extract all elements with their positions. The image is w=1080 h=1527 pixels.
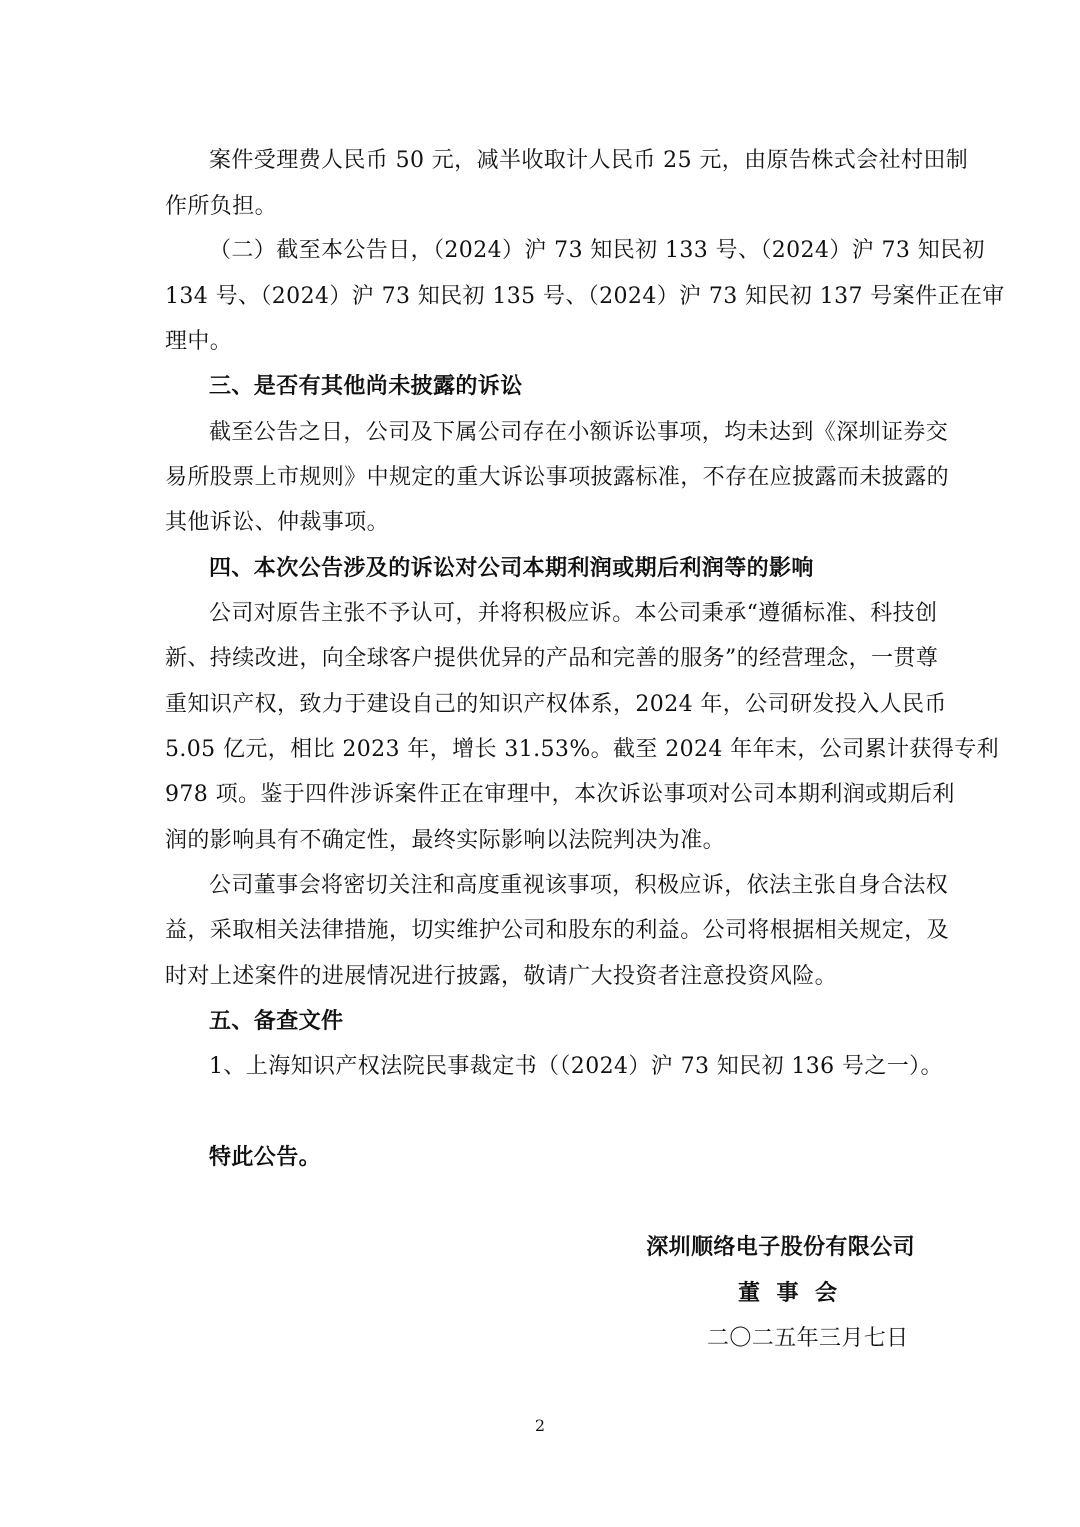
section-4-paragraph-1-line-1: 公司对原告主张不予认可，并将积极应诉。本公司秉承“遵循标准、科技创 bbox=[209, 601, 938, 626]
section-4-paragraph-1-line-6: 润的影响具有不确定性，最终实际影响以法院判决为准。 bbox=[165, 828, 726, 853]
section-5-item-1: 1、上海知识产权法院民事裁定书（（2024）沪 73 知民初 136 号之一）。 bbox=[209, 1054, 943, 1079]
section-4-paragraph-2-line-3: 时对上述案件的进展情况进行披露，敬请广大投资者注意投资风险。 bbox=[165, 964, 838, 989]
section-4-paragraph-1-line-3: 重知识产权，致力于建设自己的知识产权体系，2024 年，公司研发投入人民币 bbox=[165, 692, 947, 717]
section-5-heading: 五、备查文件 bbox=[209, 1009, 344, 1034]
section-4-heading: 四、本次公告涉及的诉讼对公司本期利润或期后利润等的影响 bbox=[209, 556, 814, 581]
section-4-paragraph-1-line-4: 5.05 亿元，相比 2023 年，增长 31.53%。截至 2024 年年末，公司累计获得专利 bbox=[165, 737, 1000, 762]
signature-board: 董 事 会 bbox=[738, 1281, 838, 1306]
section-4-paragraph-2-line-1: 公司董事会将密切关注和高度重视该事项，积极应诉，依法主张自身合法权 bbox=[209, 873, 949, 898]
closing-statement: 特此公告。 bbox=[209, 1145, 322, 1170]
section-3-heading: 三、是否有其他尚未披露的诉讼 bbox=[209, 374, 523, 399]
section-3-line-2: 易所股票上市规则》中规定的重大诉讼事项披露标准，不存在应披露而未披露的 bbox=[165, 465, 950, 490]
section-4-paragraph-2-line-2: 益，采取相关法律措施，切实维护公司和股东的利益。公司将根据相关规定，及 bbox=[165, 918, 950, 943]
paragraph-1-line-2: 作所负担。 bbox=[165, 194, 278, 219]
signature-company: 深圳顺络电子股份有限公司 bbox=[646, 1235, 915, 1260]
section-4-paragraph-1-line-5: 978 项。鉴于四件涉诉案件正在审理中，本次诉讼事项对公司本期利润或期后利 bbox=[165, 782, 955, 807]
paragraph-1-line-1: 案件受理费人民币 50 元，减半收取计人民币 25 元，由原告株式会社村田制 bbox=[209, 148, 969, 173]
paragraph-2-line-3: 理中。 bbox=[165, 329, 233, 354]
paragraph-2-line-2: 134 号、（2024）沪 73 知民初 135 号、（2024）沪 73 知民初 137 号案件正在审 bbox=[165, 284, 1005, 309]
page-number: 2 bbox=[534, 1416, 546, 1435]
section-3-line-1: 截至公告之日，公司及下属公司存在小额诉讼事项，均未达到《深圳证券交 bbox=[209, 420, 949, 445]
section-3-line-3: 其他诉讼、仲裁事项。 bbox=[165, 510, 390, 535]
paragraph-2-line-1: （二）截至本公告日，（2024）沪 73 知民初 133 号、（2024）沪 73 知民初 bbox=[209, 238, 985, 263]
signature-date: 二〇二五年三月七日 bbox=[707, 1326, 909, 1351]
section-4-paragraph-1-line-2: 新、持续改进，向全球客户提供优异的产品和完善的服务”的经营理念，一贯尊 bbox=[165, 646, 939, 671]
